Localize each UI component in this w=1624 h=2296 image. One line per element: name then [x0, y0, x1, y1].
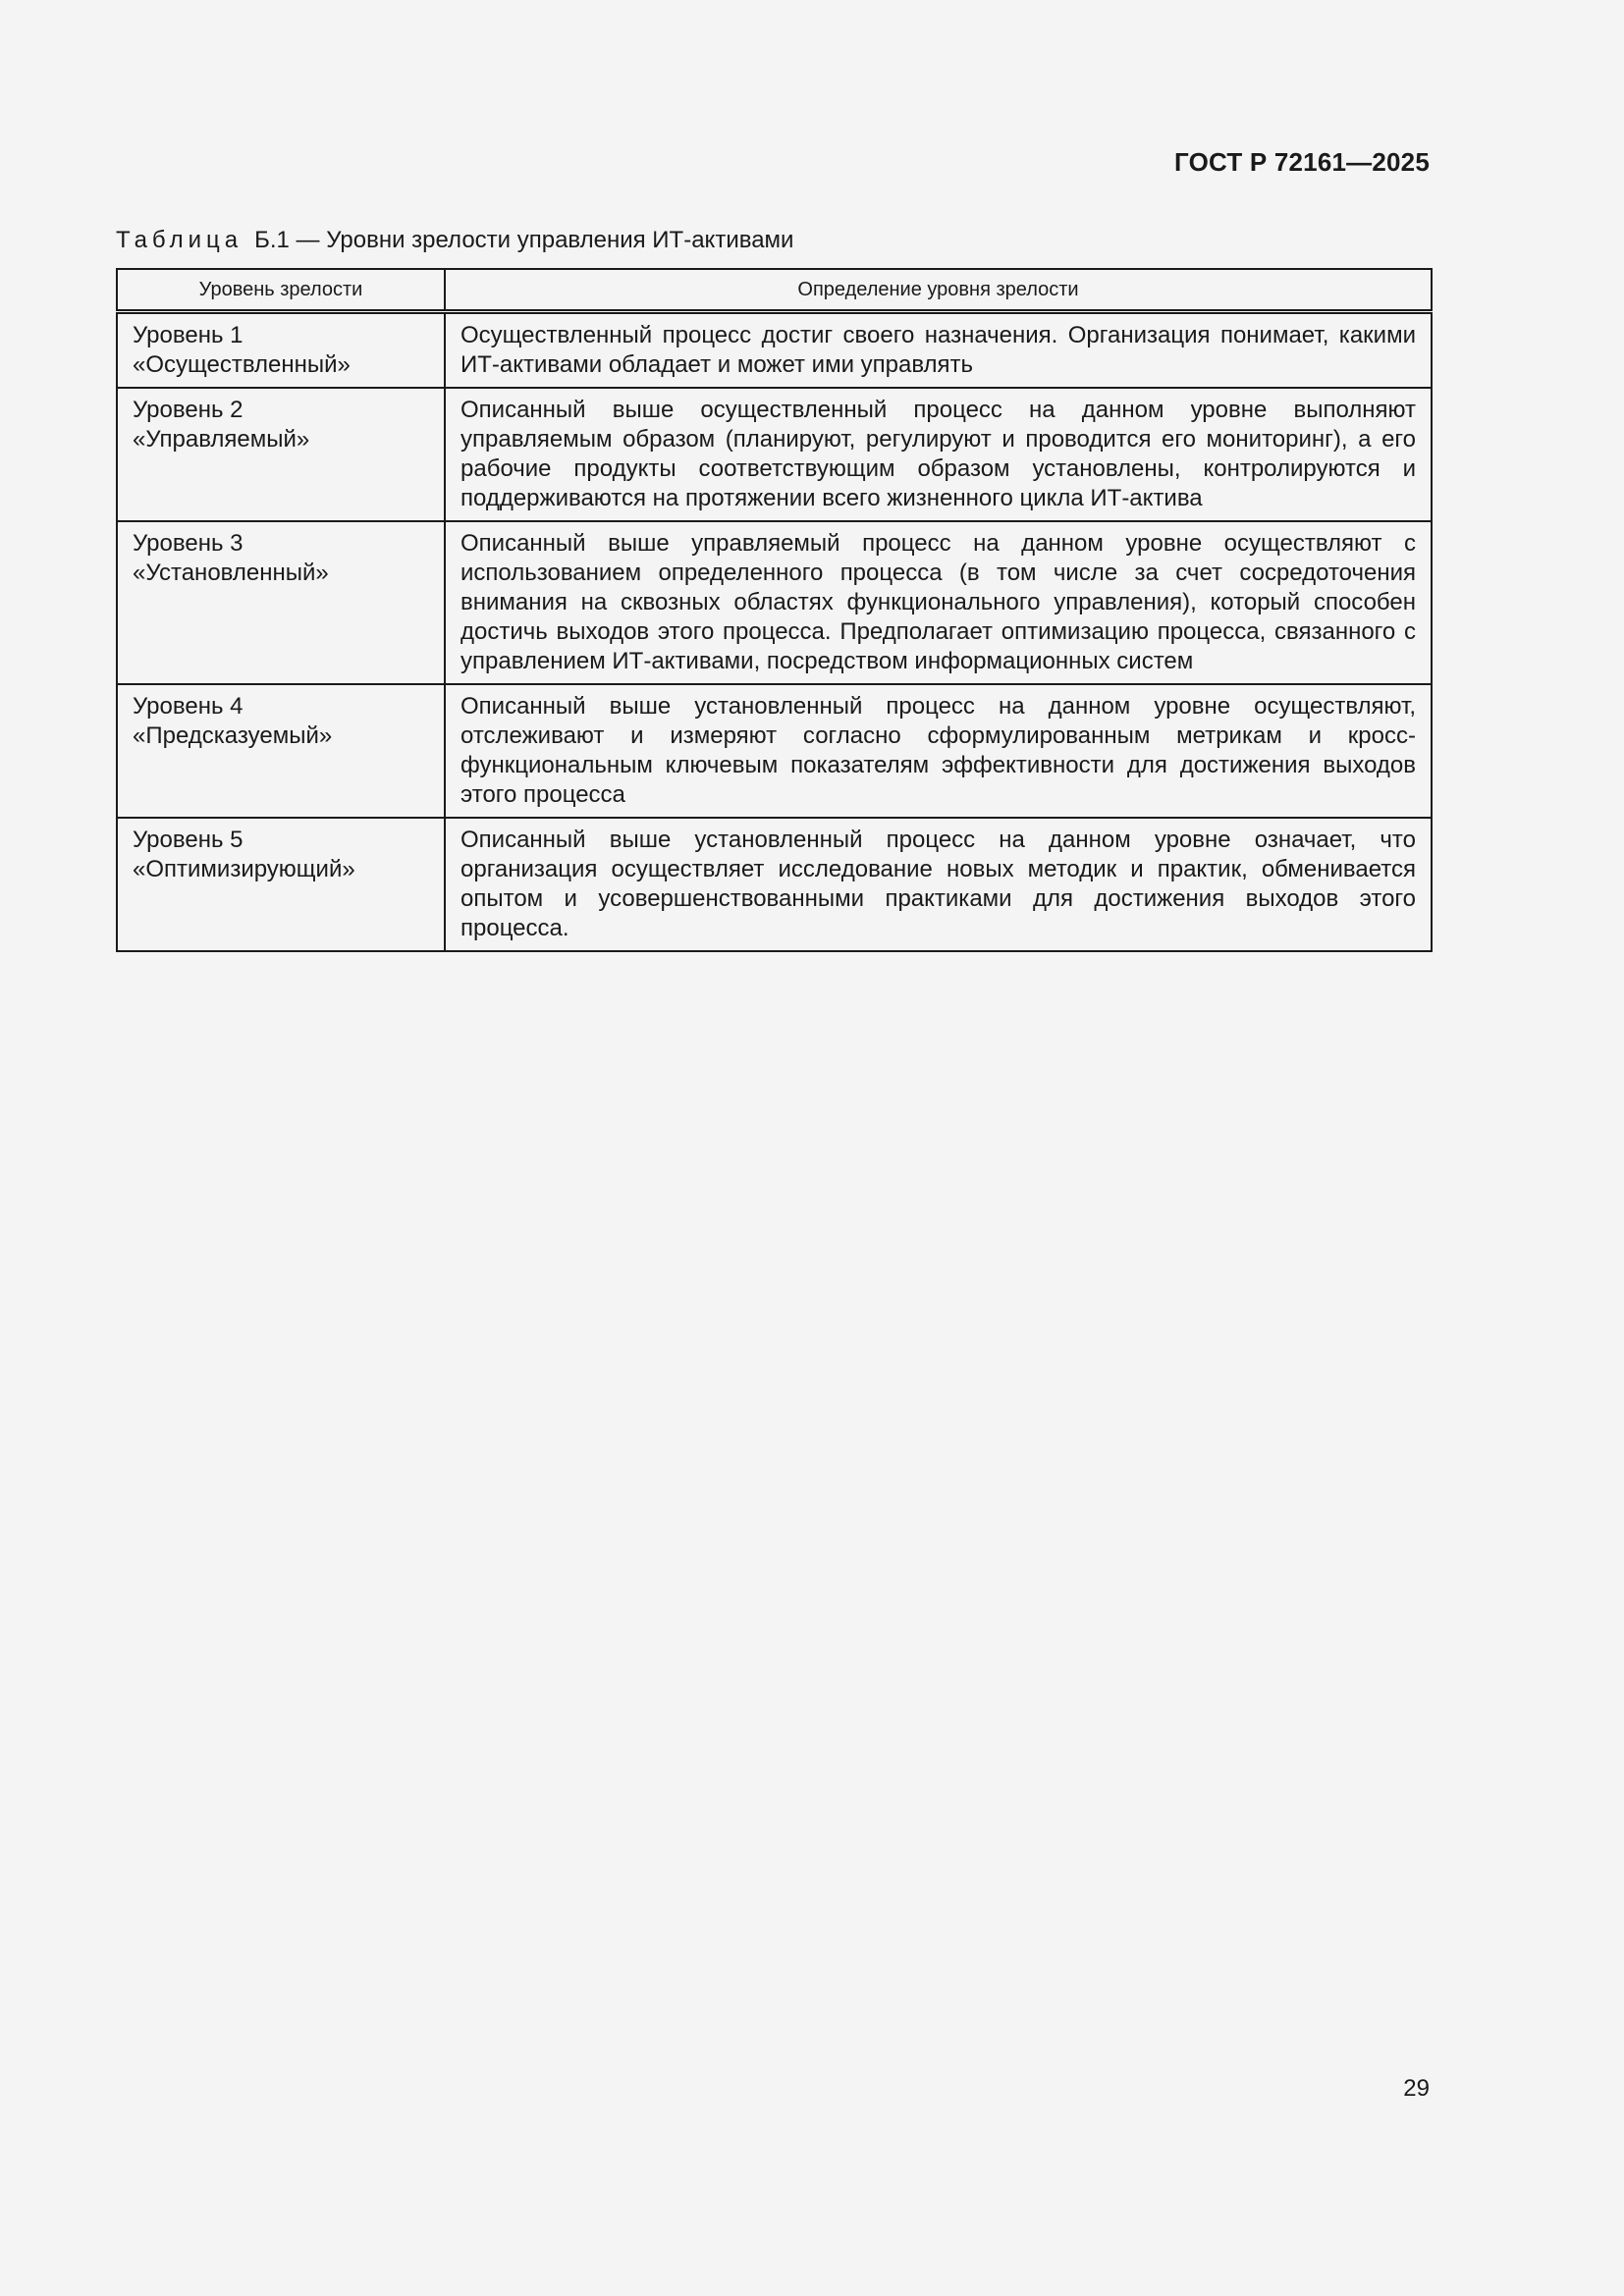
table-row: [117, 312, 1432, 389]
level-number: Уровень 5: [133, 827, 244, 853]
level-number: Уровень 2: [133, 397, 244, 423]
table-header-row: [117, 269, 1432, 312]
level-cell: [117, 684, 445, 818]
definition-cell: Описанный выше управляемый процесс на данном уровне осуществляют с использованием определенного процесса (в том числе за счет сосредоточения внимания на сквозных областях функционального управления), который способен достичь выходов этого процесса. Предполагает оптимизацию процесса, связанного с управлением ИТ-активами, посредством информационных систем: [445, 521, 1432, 684]
maturity-levels-table: [116, 268, 1433, 952]
level-cell: [117, 388, 445, 521]
level-name: «Осуществленный»: [133, 351, 351, 378]
column-header-level: Уровень зрелости: [117, 269, 445, 312]
level-number: Уровень 4: [133, 693, 244, 720]
definition-cell: Осуществленный процесс достиг своего назначения. Организация понимает, какими ИТ-активами обладает и может ими управлять: [445, 312, 1432, 389]
page-number: 29: [1403, 2075, 1430, 2102]
level-cell: [117, 312, 445, 389]
document-code: ГОСТ Р 72161—2025: [1174, 147, 1430, 177]
level-number: Уровень 1: [133, 322, 244, 348]
level-name: «Управляемый»: [133, 426, 310, 453]
level-name: «Установленный»: [133, 560, 329, 586]
definition-cell: Описанный выше установленный процесс на данном уровне означает, что организация осуществляет исследование новых методик и практик, обменивается опытом и усовершенствованными практиками для достижения выходов этого процесса.: [445, 818, 1432, 951]
level-name: «Предсказуемый»: [133, 722, 333, 749]
level-number: Уровень 3: [133, 530, 244, 557]
table-row: [117, 684, 1432, 818]
column-header-definition: Определение уровня зрелости: [445, 269, 1432, 312]
table-caption: [116, 227, 793, 254]
table-row: [117, 521, 1432, 684]
level-cell: [117, 521, 445, 684]
table-caption-text: Б.1 — Уровни зрелости управления ИТ-активами: [254, 227, 794, 253]
definition-cell: Описанный выше установленный процесс на данном уровне осуществляют, отслеживают и измеряют согласно сформулированным метрикам и кросс-функциональным ключевым показателям эффективности для достижения выходов этого процесса: [445, 684, 1432, 818]
table-caption-label: Таблица: [116, 227, 244, 253]
level-cell: [117, 818, 445, 951]
level-name: «Оптимизирующий»: [133, 856, 355, 882]
table-row: [117, 818, 1432, 951]
table-row: [117, 388, 1432, 521]
definition-cell: Описанный выше осуществленный процесс на данном уровне выполняют управляемым образом (планируют, регулируют и проводится его мониторинг), а его рабочие продукты соответствующим образом установлены, контролируются и поддерживаются на протяжении всего жизненного цикла ИТ-актива: [445, 388, 1432, 521]
